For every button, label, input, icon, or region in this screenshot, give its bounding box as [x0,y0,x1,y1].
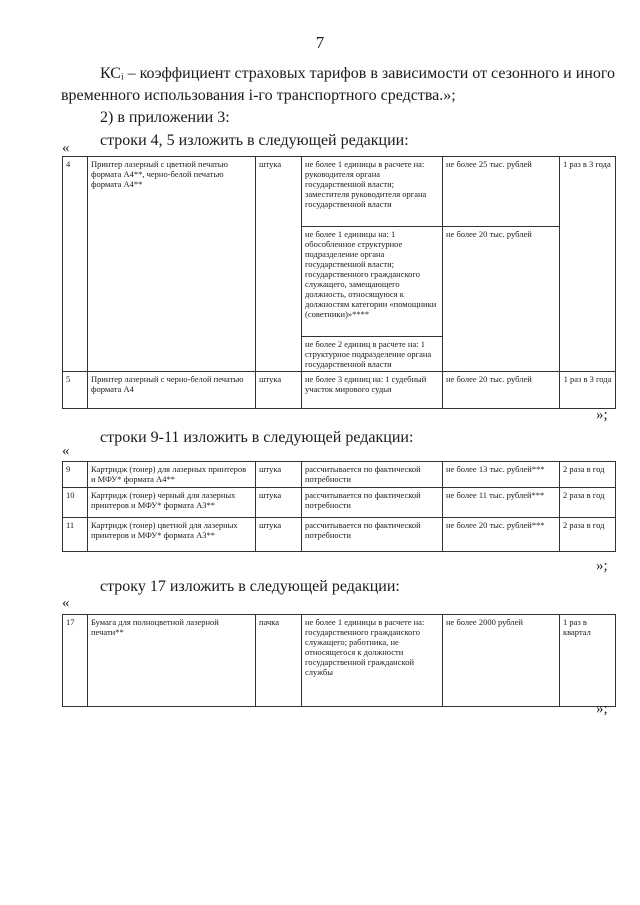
item-term: 1 раз в 3 года [560,157,616,372]
paragraph-ks-line1: КСᵢ – коэффициент страховых тарифов в зависимости от сезонного и иного [100,65,616,82]
row-number: 11 [63,518,88,552]
paragraph-item-2: 2) в приложении 3: [100,109,230,126]
row-number: 10 [63,488,88,518]
paragraph-ks-line2: временного использования i-го транспортного средства.»; [61,87,456,104]
item-unit: штука [256,462,302,488]
table-row [63,615,616,707]
item-price: не более 2000 рублей [443,615,560,707]
table-row [63,157,616,227]
item-unit: штука [256,488,302,518]
item-term: 1 раз в квартал [560,615,616,707]
item-price: не более 11 тыс. рублей*** [443,488,560,518]
row-number: 9 [63,462,88,488]
item-price: не более 20 тыс. рублей [443,227,560,372]
row-number: 17 [63,615,88,707]
quote-close-1: »; [596,407,608,423]
item-price: не более 20 тыс. рублей*** [443,518,560,552]
quote-close-3: »; [596,701,608,717]
item-quantity: не более 1 единицы в расчете на: руководителя органа государственной власти; заместителя руководителя органа государственной власти [302,157,443,227]
item-name: Картридж (тонер) цветной для лазерных принтеров и МФУ* формата А3** [88,518,256,552]
item-name: Принтер лазерный с черно-белой печатью формата А4 [88,372,256,409]
table-row [63,372,616,409]
item-quantity: рассчитывается по фактической потребности [302,462,443,488]
quote-close-2: »; [596,558,608,574]
item-price: не более 25 тыс. рублей [443,157,560,227]
heading-rows-9-11: строки 9-11 изложить в следующей редакции: [100,429,414,446]
table-row [63,488,616,518]
item-quantity: не более 2 единиц в расчете на: 1 структурное подразделение органа государственной власти [302,337,443,372]
item-unit: штука [256,157,302,372]
row-number: 4 [63,157,88,372]
item-term: 2 раза в год [560,462,616,488]
item-price: не более 13 тыс. рублей*** [443,462,560,488]
item-quantity: рассчитывается по фактической потребности [302,488,443,518]
table-row [63,462,616,488]
item-unit: пачка [256,615,302,707]
item-name: Принтер лазерный с цветной печатью формата А4**, черно-белой печатью формата А4** [88,157,256,372]
item-term: 1 раз в 3 года [560,372,616,409]
quote-open-2: « [62,443,70,459]
item-price: не более 20 тыс. рублей [443,372,560,409]
item-unit: штука [256,518,302,552]
row-number: 5 [63,372,88,409]
item-quantity: не более 3 единиц на: 1 судебный участок мирового судьи [302,372,443,409]
item-name: Бумага для полноцветной лазерной печати** [88,615,256,707]
heading-row-17: строку 17 изложить в следующей редакции: [100,578,400,595]
quote-open-3: « [62,595,70,611]
table-rows-9-11 [62,461,616,552]
table-rows-4-5 [62,156,616,409]
item-name: Картридж (тонер) для лазерных принтеров и МФУ* формата А4** [88,462,256,488]
item-unit: штука [256,372,302,409]
item-term: 2 раза в год [560,488,616,518]
table-row-17 [62,614,616,707]
table-row [63,518,616,552]
item-quantity: рассчитывается по фактической потребности [302,518,443,552]
item-term: 2 раза в год [560,518,616,552]
item-quantity: не более 1 единицы на: 1 обособленное структурное подразделение органа государственной власти; государственного гражданского служащего, замещающего должность, относящуюся к должностям категории «помощники (советники)»**** [302,227,443,337]
heading-rows-4-5: строки 4, 5 изложить в следующей редакции: [100,132,409,149]
page-number: 7 [315,33,325,52]
item-quantity: не более 1 единицы в расчете на: государственного гражданского служащего; работника, не относящегося к должности государственной гражданской службы [302,615,443,707]
item-name: Картридж (тонер) черный для лазерных принтеров и МФУ* формата А3** [88,488,256,518]
quote-open-1: « [62,140,70,156]
